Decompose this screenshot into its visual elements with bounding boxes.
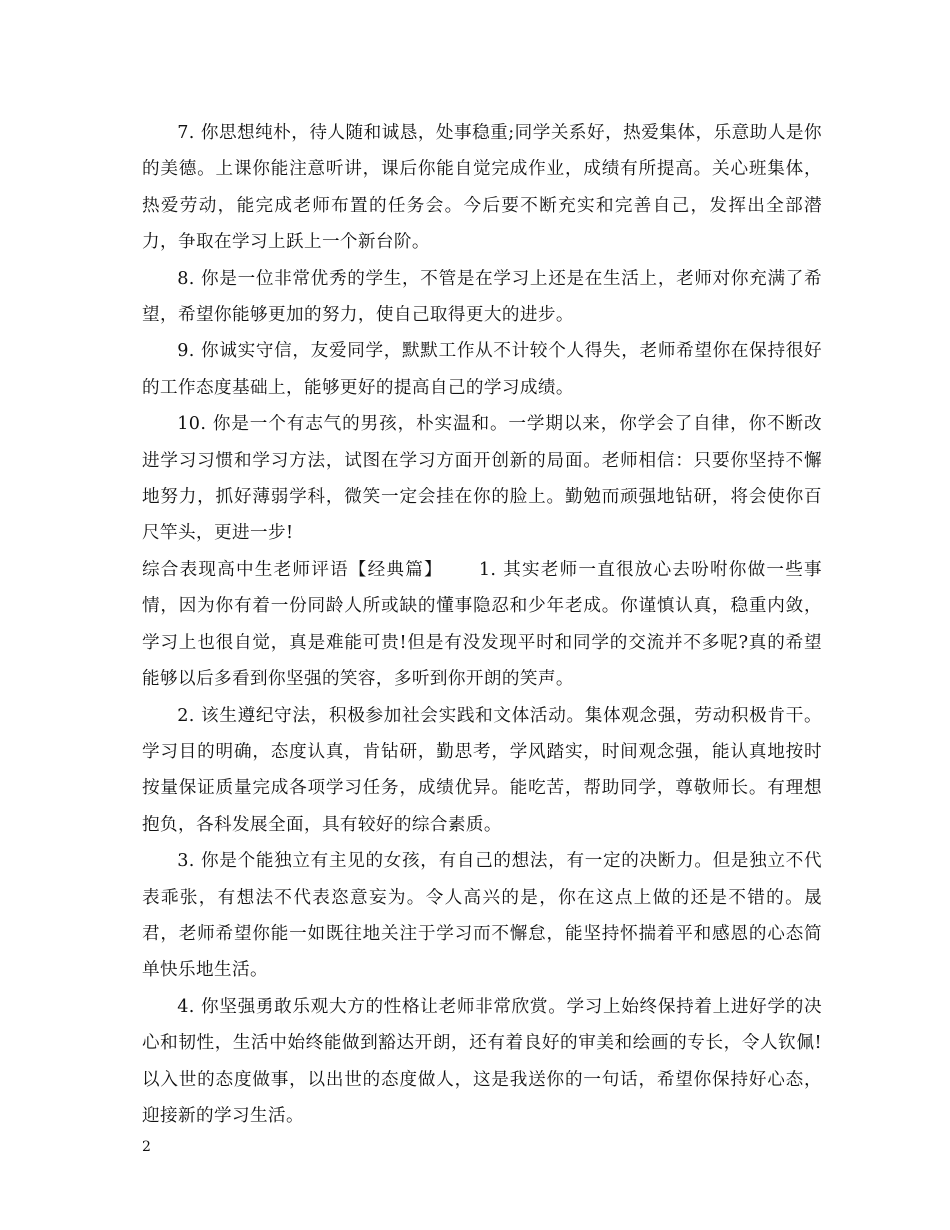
paragraph-item-10: 10. 你是一个有志气的男孩，朴实温和。一学期以来，你学会了自律，你不断改进学习习惯和学习方法，试图在学习方面开创新的局面。老师相信：只要你坚持不懈地努力，抓好薄弱学科，微笑一定会挂在你的脸上。勤勉而顽强地钻研，将会使你百尺竿头，更进一步! <box>142 414 822 544</box>
paragraph-item-9: 9. 你诚实守信，友爱同学，默默工作从不计较个人得失，老师希望你在保持很好的工作态度基础上，能够更好的提高自己的学习成绩。 <box>142 341 822 398</box>
paragraph-item-3: 3. 你是个能独立有主见的女孩，有自己的想法，有一定的决断力。但是独立不代表乖张，有想法不代表恣意妄为。令人高兴的是，你在这点上做的还是不错的。晟君，老师希望你能一如既往地关注于学习而不懈怠，能坚持怀揣着平和感恩的心态简单快乐地生活。 <box>142 851 822 981</box>
section-title: 综合表现高中生老师评语【经典篇】 <box>142 559 443 580</box>
page-number: 2 <box>142 1139 151 1155</box>
paragraph-item-2: 2. 该生遵纪守法，积极参加社会实践和文体活动。集体观念强，劳动积极肯干。学习目的明确，态度认真，肯钻研，勤思考，学风踏实，时间观念强，能认真地按时按量保证质量完成各项学习任务，成绩优异。能吃苦，帮助同学，尊敬师长。有理想抱负，各科发展全面，具有较好的综合素质。 <box>142 705 822 835</box>
section-paragraph <box>142 552 822 698</box>
paragraph-item-7: 7. 你思想纯朴，待人随和诚恳，处事稳重;同学关系好，热爱集体，乐意助人是你的美德。上课你能注意听讲，课后你能自觉完成作业，成绩有所提高。关心班集体，热爱劳动，能完成老师布置的任务会。今后要不断充实和完善自己，发挥出全部潜力，争取在学习上跃上一个新台阶。 <box>142 123 822 253</box>
paragraph-item-8: 8. 你是一位非常优秀的学生，不管是在学习上还是在生活上，老师对你充满了希望，希望你能够更加的努力，使自己取得更大的进步。 <box>142 268 822 326</box>
paragraph-item-4: 4. 你坚强勇敢乐观大方的性格让老师非常欣赏。学习上始终保持着上进好学的决心和韧性，生活中始终能做到豁达开朗，还有着良好的审美和绘画的专长，令人钦佩!以入世的态度做事，以出世的态度做人，这是我送你的一句话，希望你保持好心态，迎接新的学习生活。 <box>142 996 822 1126</box>
document-body <box>142 115 822 1134</box>
paragraph-item-1: 1. 其实老师一直很放心去吩咐你做一些事情，因为你有着一份同龄人所或缺的懂事隐忍和少年老成。你谨慎认真，稳重内敛，学习上也很自觉，真是难能可贵!但是有没发现平时和同学的交流并不多呢?真的希望能够以后多看到你坚强的笑容，多听到你开朗的笑声。 <box>142 559 822 690</box>
